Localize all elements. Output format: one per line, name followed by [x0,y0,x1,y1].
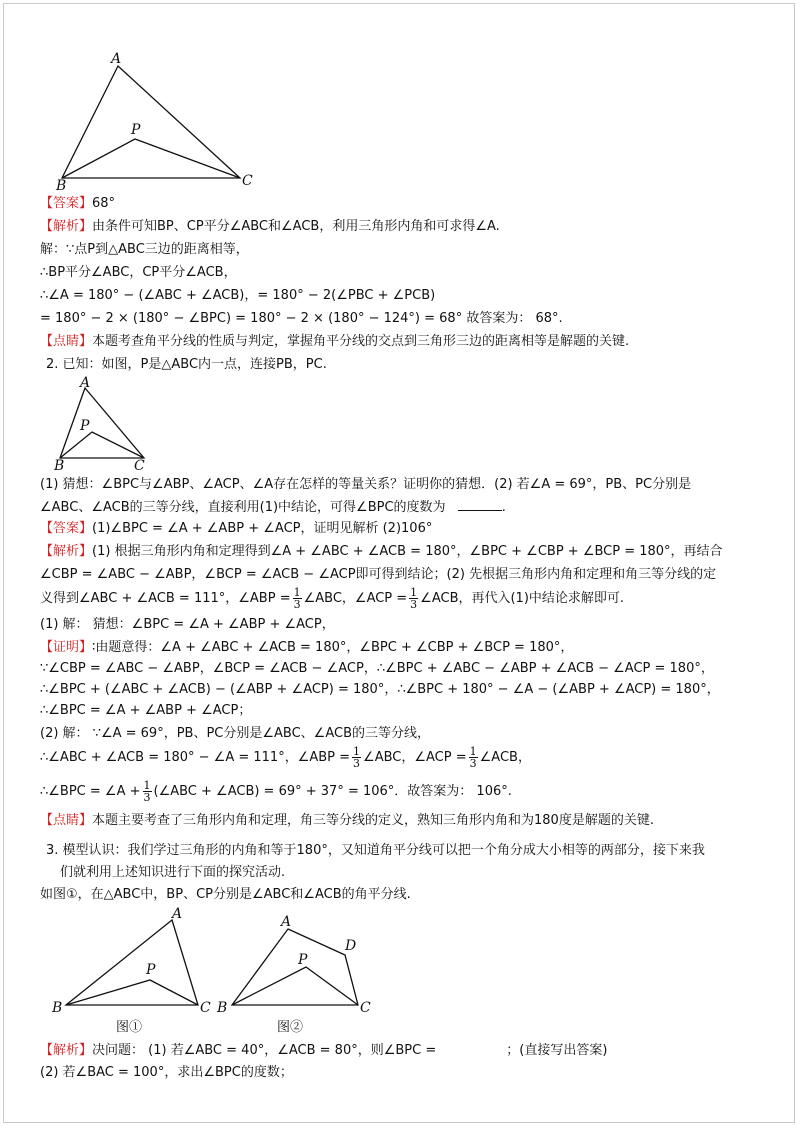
fig3-caption: 图① [116,1020,143,1035]
fig2-label-a: A [80,375,91,391]
answer-tag-2: 【答案】 [40,521,93,536]
q3-question-2: (2) 若∠BAC = 100°，求出∠BPC的度数； [40,1065,293,1080]
analysis-tag: 【解析】 [40,219,93,234]
q2-parts-line-1: (1) 猜想：∠BPC与∠ABP、∠ACP、∠A存在怎样的等量关系？证明你的猜想．(2) 若∠A = 69°，PB、PC分别是 [40,477,692,492]
comment-tag: 【点睛】 [40,334,93,349]
q2-analysis-line-2: ∠CBP = ∠ABC − ∠ABP，∠BCP = ∠ACB − ∠ACP即可得到结论；(2) 先根据三角形内角和定理和角三等分线的定 [40,567,717,582]
q2-proof-line-4: ∴∠BPC = ∠A + ∠ABP + ∠ACP； [40,703,252,718]
fig4-label-b: B [217,1000,228,1016]
analysis-tag-3: 【解析】 [40,1043,93,1058]
comment-tag-2: 【点睛】 [40,813,93,828]
fig4-label-p: P [298,952,308,968]
q1-answer: 68° [92,196,116,211]
q2-parts-line-2: ∠ABC、∠ACB的三等分线，直接利用(1)中结论，可得∠BPC的度数为 . [40,500,506,515]
fig4-label-c: C [360,1000,371,1016]
fig4-label-a: A [281,914,292,930]
q1-comment: 本题考查角平分线的性质与判定，掌握角平分线的交点到三角形三边的距离相等是解题的关键. [92,334,630,349]
q1-solution-line-3: ∴∠A = 180° − (∠ABC + ∠ACB)，= 180° − 2(∠PBC + ∠PCB) [40,288,436,303]
q2-comment: 本题主要考查了三角形内角和定理，角三等分线的定义，熟知三角形内角和为180度是解题的关键. [92,813,654,828]
q2-proof-line-2: ∵∠CBP = ∠ABC − ∠ABP，∠BCP = ∠ACB − ∠ACP，∴∠BPC + ∠ABC − ∠ABP + ∠ACB − ∠ACP = 180°， [40,661,714,676]
q1-solution-line-1: 解：∵点P到△ABC三边的距离相等， [40,242,249,257]
fraction-one-third: $\frac{1}{3}$ [143,779,151,804]
fraction-one-third: $\frac{1}{3}$ [353,745,361,770]
q2-sol2-2c: ∠ACB， [479,750,531,765]
fraction-one-third: $\frac{1}{3}$ [293,586,301,611]
q2-sol2-3a: ∴∠BPC = ∠A + [40,784,141,799]
q2-solution-line-1: (1) 解： 猜想：∠BPC = ∠A + ∠ABP + ∠ACP， [40,617,335,632]
q2-analysis-3a: 义得到∠ABC + ∠ACB = 111°，∠ABP = [40,591,291,606]
analysis-tag-2: 【解析】 [40,544,93,559]
q2-analysis-3b: ∠ABC，∠ACP = [303,591,408,606]
fig3-label-a: A [172,906,183,922]
q3-stem-line-1: 3. 模型认识：我们学过三角形的内角和等于180°，又知道角平分线可以把一个角分成大小相等的两部分，接下来我 [46,843,705,858]
q2-sol2-2b: ∠ABC，∠ACP = [363,750,467,765]
fig2-label-b: B [54,458,65,474]
fig2-label-c: C [134,458,145,474]
q3-stem-line-3: 如图①，在△ABC中，BP、CP分别是∠ABC和∠ACB的角平分线. [40,887,411,902]
q2-solution2-line-1: (2) 解： ∵∠A = 69°，PB、PC分别是∠ABC、∠ACB的三等分线， [40,726,431,741]
fig1-label-a: A [111,51,122,67]
q2-sol2-3b: (∠ABC + ∠ACB) = 69° + 37° = 106°．故答案为： 106°. [153,784,512,799]
proof-tag: 【证明】 [40,640,93,655]
fig4-label-d: D [345,938,357,954]
fig3-label-p: P [146,962,156,978]
fig2-label-p: P [80,418,90,434]
fraction-one-third: $\frac{1}{3}$ [410,586,418,611]
q1-analysis: 由条件可知BP、CP平分∠ABC和∠ACB，利用三角形内角和可求得∠A. [92,219,500,234]
fraction-one-third: $\frac{1}{3}$ [469,745,477,770]
q2-parts-line-2-text: ∠ABC、∠ACB的三等分线，直接利用(1)中结论，可得∠BPC的度数为 [40,500,446,515]
q3-q1-a: 决问题： (1) 若∠ABC = 40°，∠ACB = 80°，则∠BPC = [92,1043,437,1058]
fig3-label-c: C [200,1000,211,1016]
answer-tag: 【答案】 [40,196,93,211]
fig4-caption: 图② [277,1020,304,1035]
q1-solution-line-4: = 180° − 2 × (180° − ∠BPC) = 180° − 2 × (180° − 124°) = 68° 故答案为： 68°. [40,311,563,326]
fig1-label-p: P [131,122,141,138]
q2-answer: (1)∠BPC = ∠A + ∠ABP + ∠ACP，证明见解析 (2)106° [92,521,433,536]
fig1-label-c: C [242,173,253,189]
q3-question-1 [40,1043,607,1059]
q2-analysis-1: (1) 根据三角形内角和定理得到∠A + ∠ABC + ∠ACB = 180°，∠BPC + ∠CBP + ∠BCP = 180°，再结合 [92,544,723,559]
q2-stem: 2. 已知：如图，P是△ABC内一点，连接PB，PC. [46,357,327,372]
q1-solution-line-2: ∴BP平分∠ABC，CP平分∠ACB， [40,265,237,280]
q3-stem-line-2: 们就利用上述知识进行下面的探究活动. [60,865,286,880]
q2-proof-1: ∶由题意得：∠A + ∠ABC + ∠ACB = 180°，∠BPC + ∠CBP + ∠BCP = 180°， [92,640,574,655]
q2-analysis-3c: ∠ACB，再代入(1)中结论求解即可. [420,591,625,606]
q3-q1-b: ；(直接写出答案) [506,1043,608,1058]
q2-proof-line-3: ∴∠BPC + (∠ABC + ∠ACB) − (∠ABP + ∠ACP) = 180°，∴∠BPC + 180° − ∠A − (∠ABP + ∠ACP) = 180°， [40,682,720,697]
fig3-label-b: B [52,1000,63,1016]
fig1-label-b: B [56,178,67,194]
q2-sol2-2a: ∴∠ABC + ∠ACB = 180° − ∠A = 111°，∠ABP = [40,750,351,765]
